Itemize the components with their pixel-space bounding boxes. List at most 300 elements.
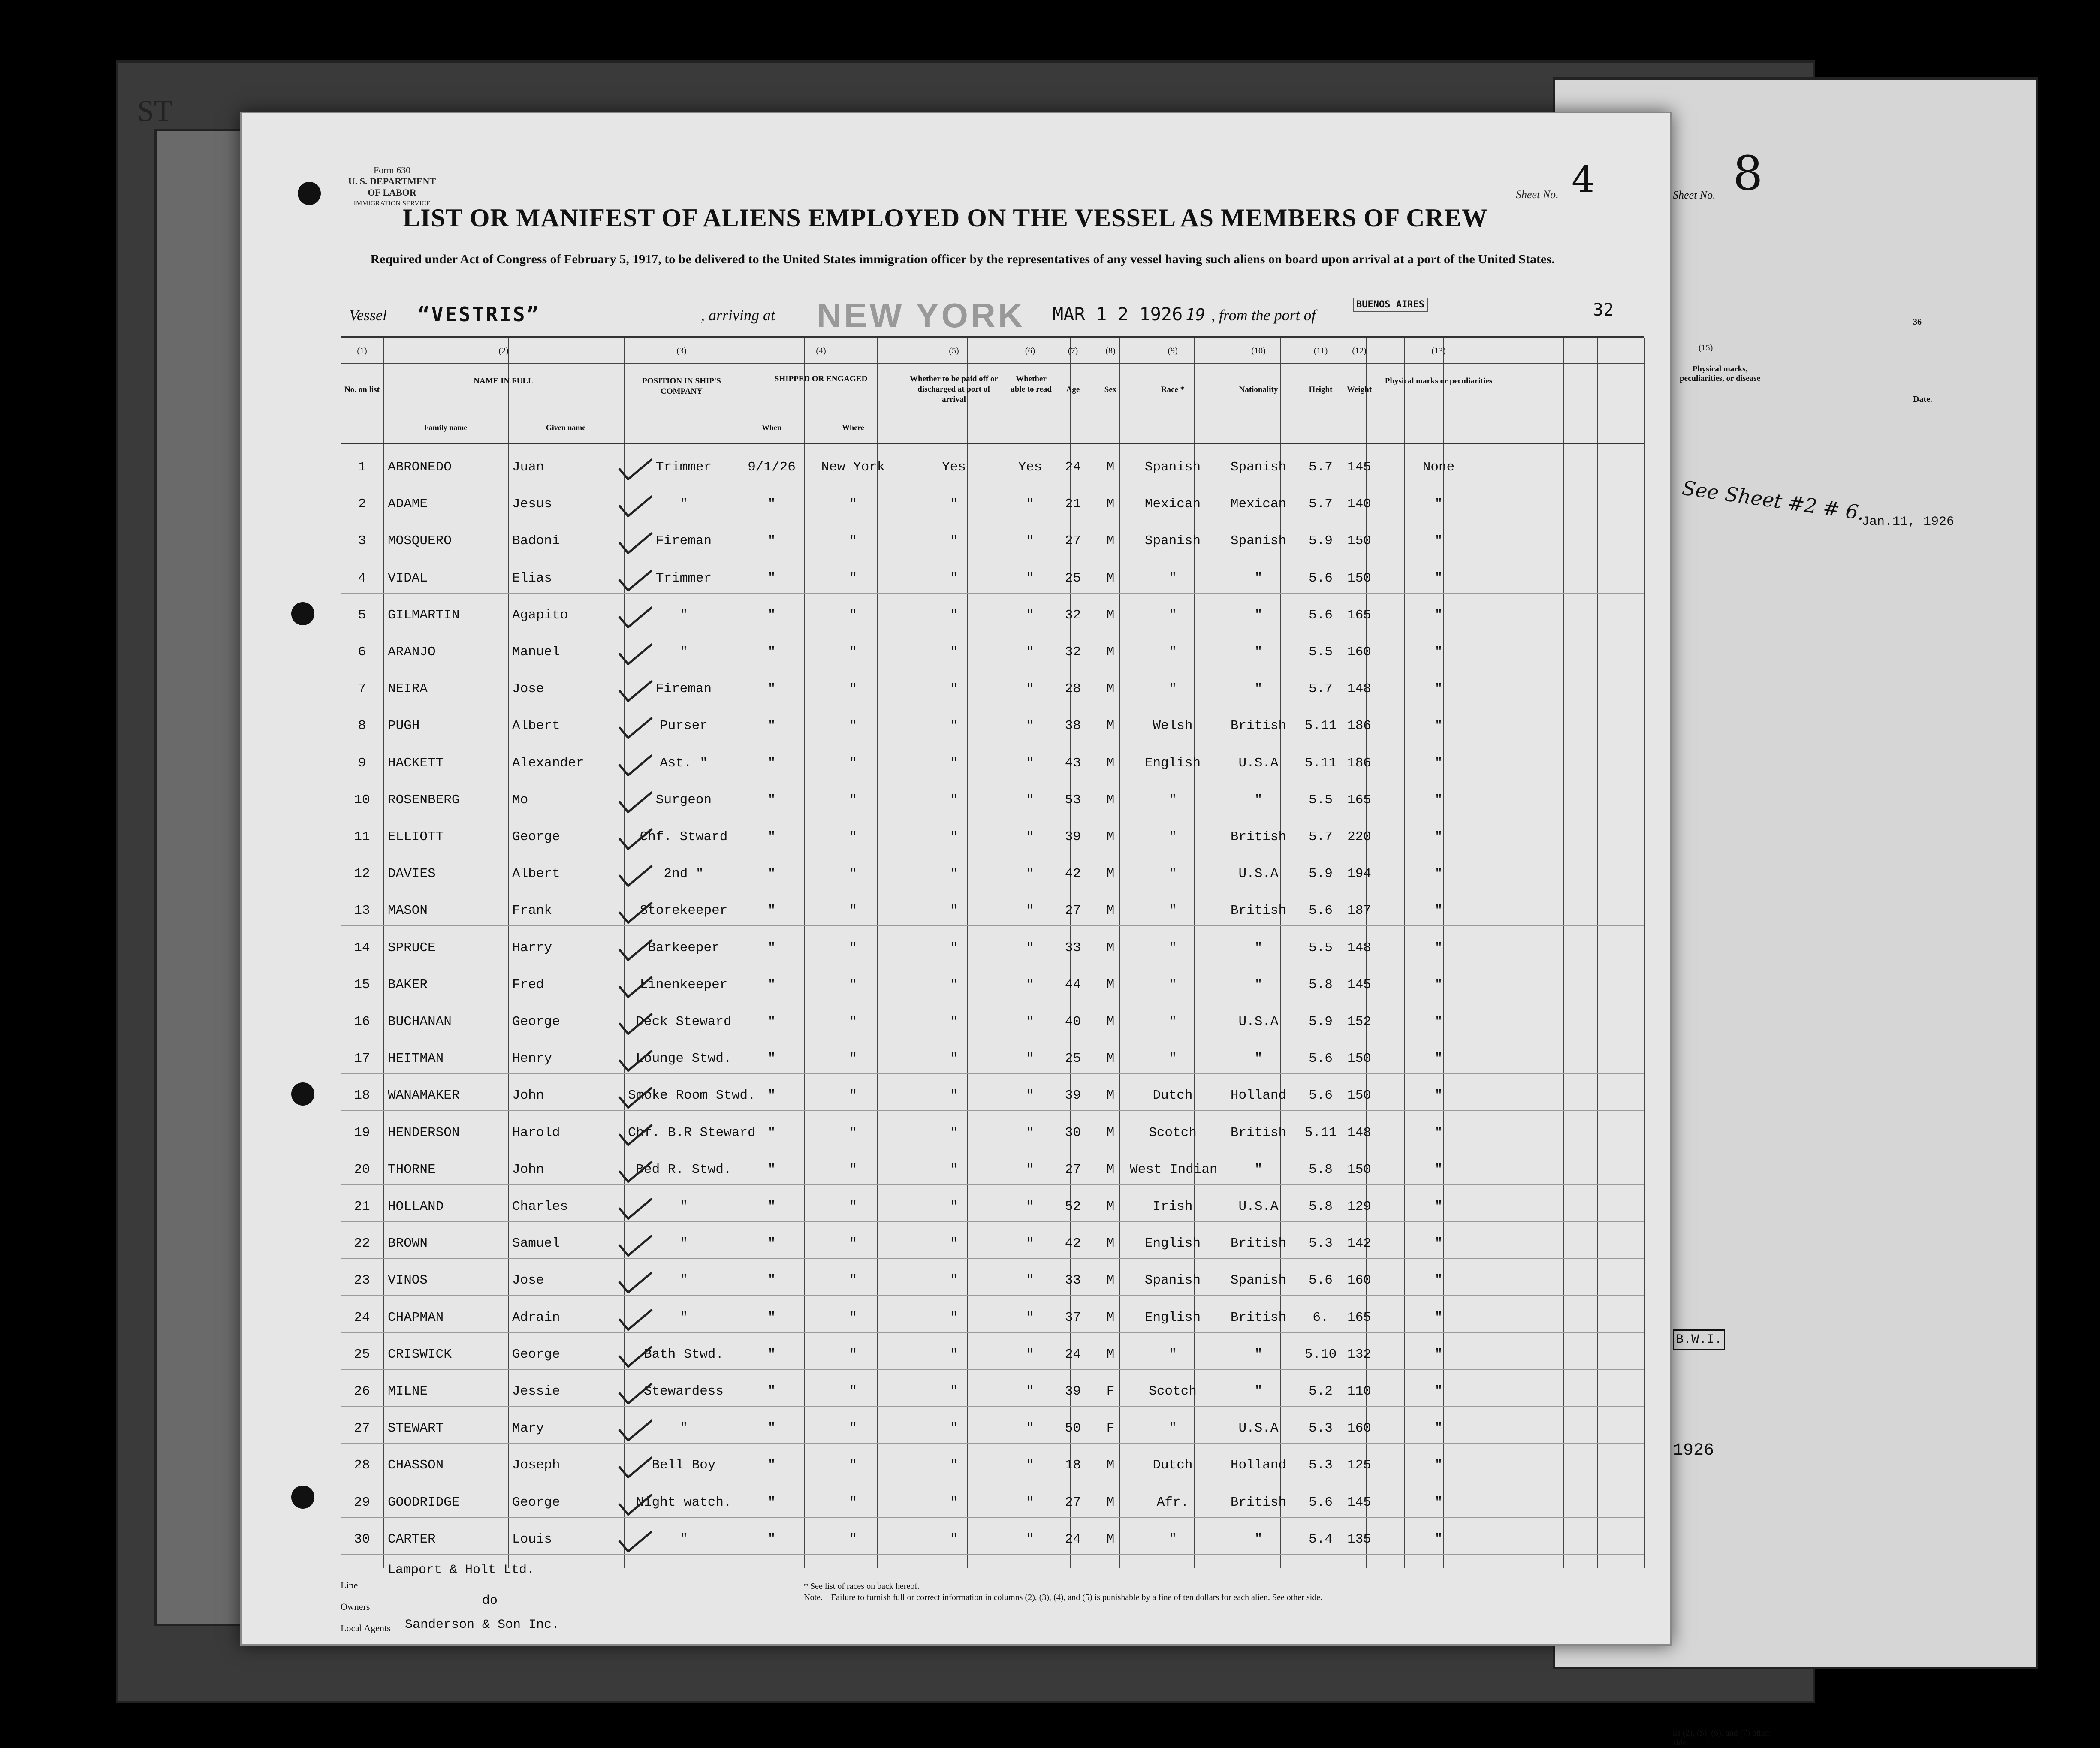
col-number-13: (13): [1431, 346, 1446, 356]
cell-family: WANAMAKER: [388, 1088, 460, 1103]
cell-weight: 125: [1347, 1458, 1371, 1473]
cell-read: ": [1026, 940, 1034, 955]
cell-where: ": [849, 570, 857, 586]
table-row: [341, 1458, 1644, 1483]
cell-where: ": [849, 1310, 857, 1325]
cell-height: 5.6: [1309, 607, 1333, 623]
cell-sex: M: [1106, 1199, 1115, 1214]
cell-race: Scotch: [1149, 1384, 1197, 1399]
header-nationality: Nationality: [1239, 385, 1278, 394]
cell-nationality: U.S.A: [1238, 1199, 1279, 1214]
cell-weight: 142: [1347, 1236, 1371, 1251]
cell-race: ": [1168, 866, 1177, 882]
cell-where: ": [849, 645, 857, 660]
left-sheet-fragment: ST: [137, 95, 172, 128]
cell-race: ": [1168, 829, 1177, 844]
cell-no: 16: [354, 1014, 370, 1029]
cell-no: 5: [358, 607, 366, 623]
cell-race: Scotch: [1149, 1125, 1197, 1140]
cell-when: ": [767, 1273, 776, 1288]
cell-nationality: ": [1254, 792, 1263, 808]
cell-nationality: Spanish: [1230, 460, 1287, 475]
cell-no: 15: [354, 977, 370, 992]
penalty-note: Note.—Failure to furnish full or correct information in columns (2), (3), (4), and (5) is punishable by a fine of ten dollars for each alien. See other side.: [804, 1593, 1323, 1602]
table-row: [341, 756, 1644, 781]
cell-position: Bell Boy: [652, 1458, 716, 1473]
cell-sex: M: [1106, 497, 1115, 512]
cell-sex: M: [1106, 1088, 1115, 1103]
cell-given: Mo: [512, 792, 528, 808]
header-where: Where: [842, 423, 864, 432]
cell-read: ": [1026, 1384, 1034, 1399]
cell-marks: ": [1434, 1236, 1443, 1251]
cell-read: ": [1026, 1162, 1034, 1177]
cell-marks: ": [1434, 1531, 1443, 1547]
manifest-table: [341, 336, 1644, 1568]
cell-no: 24: [354, 1310, 370, 1325]
cell-no: 21: [354, 1199, 370, 1214]
cell-where: ": [849, 792, 857, 808]
table-row: [341, 571, 1644, 597]
cell-when: ": [767, 1199, 776, 1214]
table-row: [341, 1273, 1644, 1299]
year-suffix: 19: [1186, 305, 1205, 324]
cell-no: 17: [354, 1051, 370, 1067]
cell-given: Frank: [512, 903, 552, 919]
header-age: Age: [1066, 385, 1080, 394]
cell-given: Juan: [512, 460, 544, 475]
cell-no: 23: [354, 1273, 370, 1288]
handwritten-see-sheet: See Sheet #2 # 6.: [1681, 476, 1866, 525]
col-number-11: (11): [1313, 346, 1328, 356]
table-row: [341, 460, 1644, 485]
cell-read: ": [1026, 645, 1034, 660]
cell-marks: ": [1434, 977, 1443, 992]
cell-nationality: Holland: [1230, 1088, 1287, 1103]
cell-sex: M: [1106, 866, 1115, 882]
cell-family: HACKETT: [388, 755, 444, 771]
cell-given: Mary: [512, 1421, 544, 1436]
cell-marks: ": [1434, 570, 1443, 586]
table-row: [341, 940, 1644, 966]
col-number-1: (1): [357, 346, 367, 356]
cell-no: 14: [354, 940, 370, 955]
cell-weight: 165: [1347, 792, 1371, 808]
cell-nationality: ": [1254, 977, 1263, 992]
table-row: [341, 903, 1644, 929]
table-row: [341, 866, 1644, 892]
cell-when: ": [767, 1236, 776, 1251]
right-col-number: (15): [1699, 343, 1713, 353]
cell-given: George: [512, 829, 560, 844]
cell-nationality: U.S.A: [1238, 1014, 1279, 1029]
cell-paid: ": [950, 1458, 958, 1473]
cell-race: ": [1168, 792, 1177, 808]
cell-weight: 148: [1347, 1125, 1371, 1140]
cell-paid: ": [950, 1051, 958, 1067]
cell-position: Trimmer: [655, 570, 712, 586]
cell-position: Stewardess: [643, 1384, 724, 1399]
cell-race: Spanish: [1144, 533, 1201, 549]
cell-position: Lounge Stwd.: [636, 1051, 732, 1067]
cell-marks: ": [1434, 533, 1443, 549]
cell-weight: 165: [1347, 1310, 1371, 1325]
cell-age: 24: [1065, 1531, 1081, 1547]
cell-when: ": [767, 1421, 776, 1436]
cell-given: Harold: [512, 1125, 560, 1140]
cell-nationality: Holland: [1230, 1458, 1287, 1473]
cell-paid: ": [950, 1014, 958, 1029]
cell-weight: 150: [1347, 1051, 1371, 1067]
cell-weight: 148: [1347, 681, 1371, 697]
cell-paid: ": [950, 570, 958, 586]
cell-marks: ": [1434, 1051, 1443, 1067]
sheet-number-block: [1516, 158, 1595, 201]
table-row: [341, 1162, 1644, 1188]
cell-weight: 135: [1347, 1531, 1371, 1547]
cell-read: ": [1026, 1495, 1034, 1510]
cell-position: Fireman: [655, 681, 712, 697]
vessel-line: [349, 296, 1636, 335]
cell-where: ": [849, 903, 857, 919]
cell-sex: M: [1106, 1347, 1115, 1362]
cell-family: VINOS: [388, 1273, 428, 1288]
right-date-header: Date.: [1913, 395, 1932, 404]
cell-family: CARTER: [388, 1531, 436, 1547]
cell-age: 42: [1065, 866, 1081, 882]
cell-no: 7: [358, 681, 366, 697]
cell-paid: ": [950, 866, 958, 882]
cell-given: Jesus: [512, 497, 552, 512]
cell-where: ": [849, 497, 857, 512]
left-underlying-sheet: [129, 94, 257, 1552]
cell-family: BUCHANAN: [388, 1014, 452, 1029]
cell-read: ": [1026, 792, 1034, 808]
header-height: Height: [1309, 385, 1333, 394]
cell-where: ": [849, 940, 857, 955]
cell-where: ": [849, 607, 857, 623]
cell-sex: M: [1106, 681, 1115, 697]
cell-nationality: U.S.A: [1238, 1421, 1279, 1436]
cell-read: ": [1026, 977, 1034, 992]
header-given-name: Given name: [546, 423, 586, 432]
cell-paid: ": [950, 1199, 958, 1214]
cell-read: ": [1026, 829, 1034, 844]
cell-age: 38: [1065, 718, 1081, 734]
manifest-footer: [341, 1563, 1644, 1640]
cell-nationality: British: [1230, 1495, 1287, 1510]
cell-family: DAVIES: [388, 866, 436, 882]
cell-age: 39: [1065, 1384, 1081, 1399]
cell-given: Albert: [512, 718, 560, 734]
cell-family: ROSENBERG: [388, 792, 460, 808]
cell-where: ": [849, 1273, 857, 1288]
cell-age: 27: [1065, 903, 1081, 919]
cell-family: ARANJO: [388, 645, 436, 660]
table-row: [341, 1014, 1644, 1040]
cell-family: CHAPMAN: [388, 1310, 444, 1325]
cell-no: 9: [358, 755, 366, 771]
cell-weight: 220: [1347, 829, 1371, 844]
cell-read: ": [1026, 1421, 1034, 1436]
cell-where: ": [849, 866, 857, 882]
cell-read: ": [1026, 1310, 1034, 1325]
cell-given: George: [512, 1495, 560, 1510]
cell-height: 5.6: [1309, 1273, 1333, 1288]
cell-height: 5.11: [1304, 1125, 1337, 1140]
cell-weight: 150: [1347, 1088, 1371, 1103]
cell-position: ": [679, 1236, 688, 1251]
cell-paid: ": [950, 533, 958, 549]
cell-sex: M: [1106, 1458, 1115, 1473]
cell-read: ": [1026, 570, 1034, 586]
cell-read: ": [1026, 1458, 1034, 1473]
cell-given: Adrain: [512, 1310, 560, 1325]
binder-hole: [291, 1082, 314, 1106]
cell-race: Irish: [1153, 1199, 1193, 1214]
cell-read: ": [1026, 1088, 1034, 1103]
cell-race: Spanish: [1144, 1273, 1201, 1288]
agents-value: Sanderson & Son Inc.: [405, 1618, 560, 1632]
cell-given: Louis: [512, 1531, 552, 1547]
cell-marks: ": [1434, 1125, 1443, 1140]
cell-paid: ": [950, 903, 958, 919]
cell-family: ABRONEDO: [388, 460, 452, 475]
col-number-5: (5): [949, 346, 959, 356]
cell-height: 5.6: [1309, 1051, 1333, 1067]
cell-paid: ": [950, 977, 958, 992]
cell-height: 5.11: [1304, 718, 1337, 734]
cell-age: 50: [1065, 1421, 1081, 1436]
cell-weight: 140: [1347, 497, 1371, 512]
cell-position: ": [679, 1199, 688, 1214]
cell-marks: ": [1434, 681, 1443, 697]
cell-marks: ": [1434, 1273, 1443, 1288]
cell-where: New York: [821, 460, 885, 475]
cell-read: ": [1026, 533, 1034, 549]
cell-when: ": [767, 903, 776, 919]
cell-height: 5.10: [1304, 1347, 1337, 1362]
from-label: , from the port of: [1211, 307, 1316, 324]
header-name-in-full: NAME IN FULL: [474, 377, 534, 386]
cell-given: Jose: [512, 1273, 544, 1288]
col-number-3: (3): [676, 346, 687, 356]
cell-where: ": [849, 1531, 857, 1547]
header-weight: Weight: [1346, 385, 1372, 394]
cell-marks: None: [1422, 460, 1455, 475]
table-row: [341, 977, 1644, 1003]
cell-given: George: [512, 1347, 560, 1362]
header-when: When: [761, 423, 781, 432]
cell-nationality: British: [1230, 903, 1287, 919]
cell-sex: M: [1106, 903, 1115, 919]
cell-race: Spanish: [1144, 460, 1201, 475]
sheet-number: 4: [1572, 158, 1595, 201]
cell-read: Yes: [1018, 460, 1042, 475]
cell-sex: M: [1106, 460, 1115, 475]
cell-when: ": [767, 607, 776, 623]
cell-paid: ": [950, 1088, 958, 1103]
cell-nationality: British: [1230, 1310, 1287, 1325]
cell-no: 18: [354, 1088, 370, 1103]
right-sheet-label: Sheet No.: [1673, 189, 1716, 201]
cell-race: ": [1168, 645, 1177, 660]
cell-height: 5.2: [1309, 1384, 1333, 1399]
cell-when: ": [767, 718, 776, 734]
right-col-36: 36: [1913, 317, 1922, 327]
cell-when: 9/1/26: [748, 460, 796, 475]
cell-nationality: ": [1254, 645, 1263, 660]
cell-position: ": [679, 645, 688, 660]
cell-sex: M: [1106, 1014, 1115, 1029]
cell-race: ": [1168, 1531, 1177, 1547]
cell-race: English: [1144, 1310, 1201, 1325]
table-row: [341, 1199, 1644, 1225]
cell-race: English: [1144, 1236, 1201, 1251]
cell-nationality: Spanish: [1230, 533, 1287, 549]
cell-where: ": [849, 1199, 857, 1214]
cell-given: George: [512, 1014, 560, 1029]
right-col-label: Physical marks, peculiarities, or disease: [1679, 365, 1761, 383]
cell-given: Alexander: [512, 755, 584, 771]
cell-weight: 129: [1347, 1199, 1371, 1214]
owners-label: Owners: [341, 1601, 370, 1612]
cell-where: ": [849, 1051, 857, 1067]
departure-port: BUENOS AIRES: [1353, 298, 1428, 312]
cell-family: PUGH: [388, 718, 420, 734]
cell-race: ": [1168, 940, 1177, 955]
cell-weight: 152: [1347, 1014, 1371, 1029]
cell-race: ": [1168, 1051, 1177, 1067]
cell-when: ": [767, 1310, 776, 1325]
cell-nationality: ": [1254, 1531, 1263, 1547]
cell-when: ": [767, 1162, 776, 1177]
cell-no: 2: [358, 497, 366, 512]
cell-where: ": [849, 755, 857, 771]
cell-given: Albert: [512, 866, 560, 882]
cell-height: 5.7: [1309, 497, 1333, 512]
cell-family: ELLIOTT: [388, 829, 444, 844]
cell-height: 5.7: [1309, 460, 1333, 475]
right-columns-note: ns (2), (5), (6), and (7) other side.: [1673, 1728, 1770, 1748]
cell-position: Linenkeeper: [640, 977, 728, 992]
cell-race: Welsh: [1153, 718, 1193, 734]
cell-height: 5.6: [1309, 570, 1333, 586]
cell-age: 28: [1065, 681, 1081, 697]
race-note: * See list of races on back hereof.: [804, 1582, 920, 1591]
cell-height: 5.4: [1309, 1531, 1333, 1547]
table-row: [341, 1310, 1644, 1336]
cell-age: 27: [1065, 533, 1081, 549]
cell-no: 1: [358, 460, 366, 475]
cell-given: Manuel: [512, 645, 560, 660]
cell-no: 6: [358, 645, 366, 660]
cell-age: 30: [1065, 1125, 1081, 1140]
cell-position: ": [679, 497, 688, 512]
cell-no: 13: [354, 903, 370, 919]
cell-no: 30: [354, 1531, 370, 1547]
cell-age: 21: [1065, 497, 1081, 512]
cell-marks: ": [1434, 718, 1443, 734]
cell-where: ": [849, 1088, 857, 1103]
col-number-10: (10): [1251, 346, 1266, 356]
cell-sex: M: [1106, 533, 1115, 549]
cell-paid: ": [950, 940, 958, 955]
cell-marks: ": [1434, 1088, 1443, 1103]
cell-height: 5.7: [1309, 681, 1333, 697]
cell-height: 5.11: [1304, 755, 1337, 771]
cell-given: Harry: [512, 940, 552, 955]
cell-paid: ": [950, 607, 958, 623]
cell-where: ": [849, 1125, 857, 1140]
cell-age: 25: [1065, 1051, 1081, 1067]
cell-nationality: ": [1254, 940, 1263, 955]
cell-given: Samuel: [512, 1236, 560, 1251]
cell-sex: M: [1106, 977, 1115, 992]
cell-height: 5.5: [1309, 645, 1333, 660]
cell-weight: 145: [1347, 977, 1371, 992]
cell-sex: M: [1106, 1495, 1115, 1510]
cell-marks: ": [1434, 1421, 1443, 1436]
page-subtitle: Required under Act of Congress of February 5, 1917, to be delivered to the United States immigration officer by the representatives of any vessel having such aliens on board upon arrival at a port of the United States.: [370, 252, 1555, 266]
cell-no: 12: [354, 866, 370, 882]
cell-no: 26: [354, 1384, 370, 1399]
cell-paid: ": [950, 1162, 958, 1177]
cell-marks: ": [1434, 645, 1443, 660]
header-physical-marks: Physical marks or peculiarities: [1385, 377, 1493, 386]
owners-value: do: [482, 1594, 498, 1608]
cell-race: English: [1144, 755, 1201, 771]
table-row: [341, 1051, 1644, 1077]
form-header: [345, 165, 439, 209]
cell-weight: 145: [1347, 460, 1371, 475]
cell-age: 27: [1065, 1162, 1081, 1177]
cell-paid: ": [950, 1125, 958, 1140]
cell-paid: ": [950, 645, 958, 660]
cell-sex: M: [1106, 1162, 1115, 1177]
right-date-value: Jan.11, 1926: [1862, 515, 1955, 529]
cell-when: ": [767, 681, 776, 697]
cell-position: Fireman: [655, 533, 712, 549]
cell-no: 28: [354, 1458, 370, 1473]
cell-position: Chf. Stward: [640, 829, 728, 844]
cell-paid: ": [950, 829, 958, 844]
cell-marks: ": [1434, 903, 1443, 919]
cell-where: ": [849, 1014, 857, 1029]
header-able-to-read: Whether able to read: [1011, 374, 1052, 394]
cell-sex: M: [1106, 1051, 1115, 1067]
cell-sex: M: [1106, 829, 1115, 844]
table-row: [341, 1495, 1644, 1521]
cell-sex: M: [1106, 792, 1115, 808]
cell-read: ": [1026, 1014, 1034, 1029]
table-row: [341, 497, 1644, 522]
cell-family: MOSQUERO: [388, 533, 452, 549]
arriving-port: NEW YORK: [817, 296, 1026, 335]
cell-age: 24: [1065, 460, 1081, 475]
cell-when: ": [767, 533, 776, 549]
cell-no: 3: [358, 533, 366, 549]
cell-weight: 160: [1347, 1273, 1371, 1288]
cell-race: Dutch: [1153, 1458, 1193, 1473]
cell-family: VIDAL: [388, 570, 428, 586]
cell-marks: ": [1434, 940, 1443, 955]
table-row: [341, 793, 1644, 818]
cell-age: 43: [1065, 755, 1081, 771]
col-number-9: (9): [1168, 346, 1178, 356]
cell-race: ": [1168, 977, 1177, 992]
cell-age: 40: [1065, 1014, 1081, 1029]
